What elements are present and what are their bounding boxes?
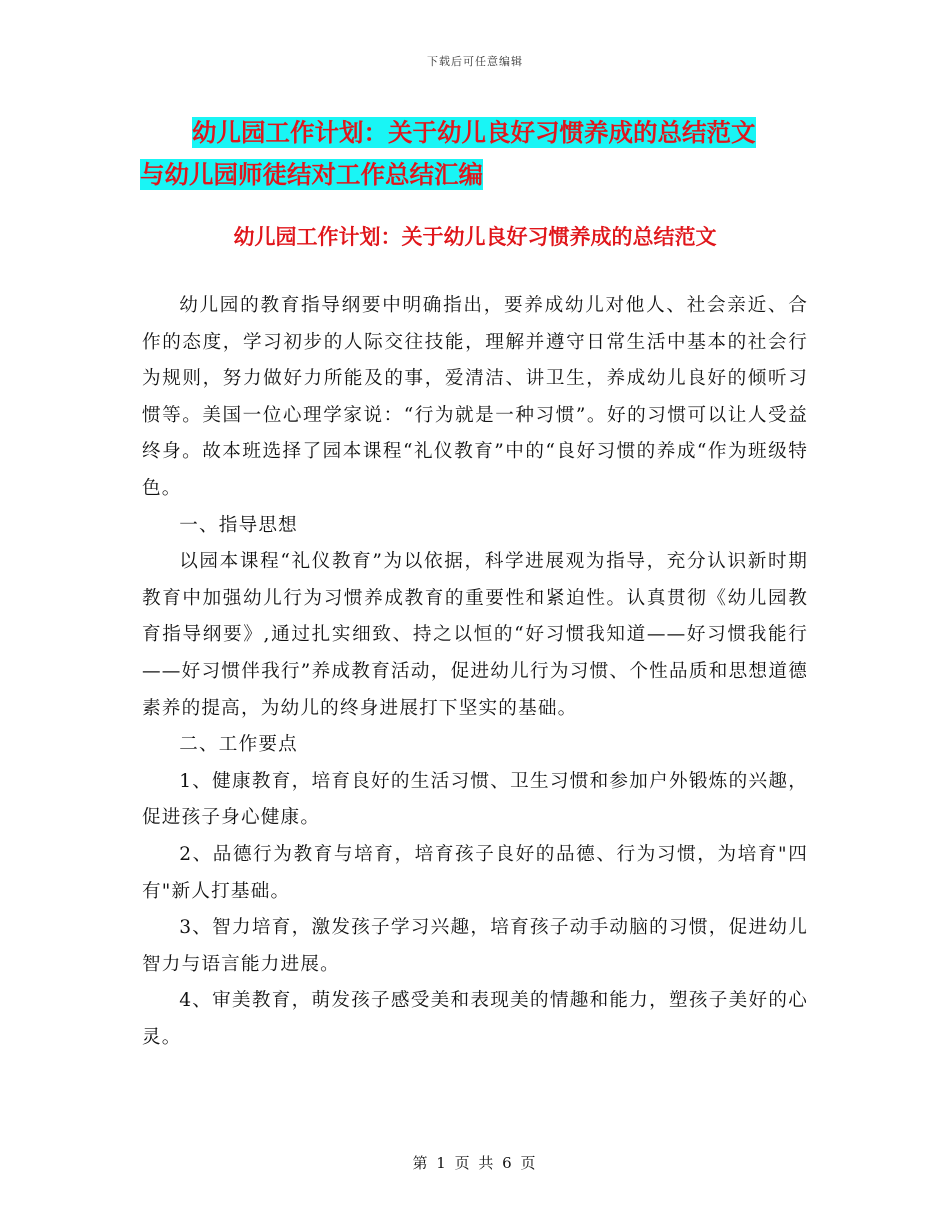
heading-guiding-thought: 一、指导思想: [179, 514, 298, 536]
header-note: 下载后可任意编辑: [427, 55, 523, 68]
document-title: [140, 112, 810, 196]
list-item-health: 1、健康教育，培育良好的生活习惯、卫生习惯和参加户外锻炼的兴趣，促进孩子身心健康。: [142, 770, 808, 829]
list-item-intellect: 3、智力培育，激发孩子学习兴趣，培育孩子动手动脑的习惯，促进幼儿智力与语言能力进展。: [142, 917, 808, 975]
page-footer: 第 1 页 共 6 页: [412, 1154, 538, 1172]
title-line-2-text: 与幼儿园师徒结对工作总结汇编: [140, 160, 483, 189]
title-line-1: [140, 112, 810, 154]
title-line-1-text: 幼儿园工作计划：关于幼儿良好习惯养成的总结范文: [192, 118, 756, 147]
paragraph-intro: 幼儿园的教育指导纲要中明确指出，要养成幼儿对他人、社会亲近、合作的态度，学习初步的人际交往技能，理解并遵守日常生活中基本的社会行为规则，努力做好力所能及的事，爱清洁、讲卫生，养成幼儿良好的倾听习惯等。美国一位心理学家说：“行为就是一种习惯”。好的习惯可以让人受益终身。故本班选择了园本课程“礼仪教育”中的“良好习惯的养成“作为班级特色。: [142, 295, 808, 499]
heading-work-points: 二、工作要点: [179, 734, 298, 756]
paragraph-guiding-thought: 以园本课程“礼仪教育”为以依据，科学进展观为指导，充分认识新时期教育中加强幼儿行为习惯养成教育的重要性和紧迫性。认真贯彻《幼儿园教育指导纲要》,通过扎实细致、持之以恒的“好习惯我知道——好习惯我能行——好习惯伴我行”养成教育活动，促进幼儿行为习惯、个性品质和思想道德素养的提高，为幼儿的终身进展打下坚实的基础。: [142, 551, 808, 719]
list-item-aesthetic: 4、审美教育，萌发孩子感受美和表现美的情趣和能力，塑孩子美好的心灵。: [142, 990, 808, 1048]
body-text: [142, 288, 808, 1056]
section-title: 幼儿园工作计划：关于幼儿良好习惯养成的总结范文: [233, 225, 717, 249]
title-line-2: [140, 154, 810, 196]
list-item-moral: 2、品德行为教育与培育，培育孩子良好的品德、行为习惯，为培育"四有"新人打基础。: [142, 843, 808, 902]
